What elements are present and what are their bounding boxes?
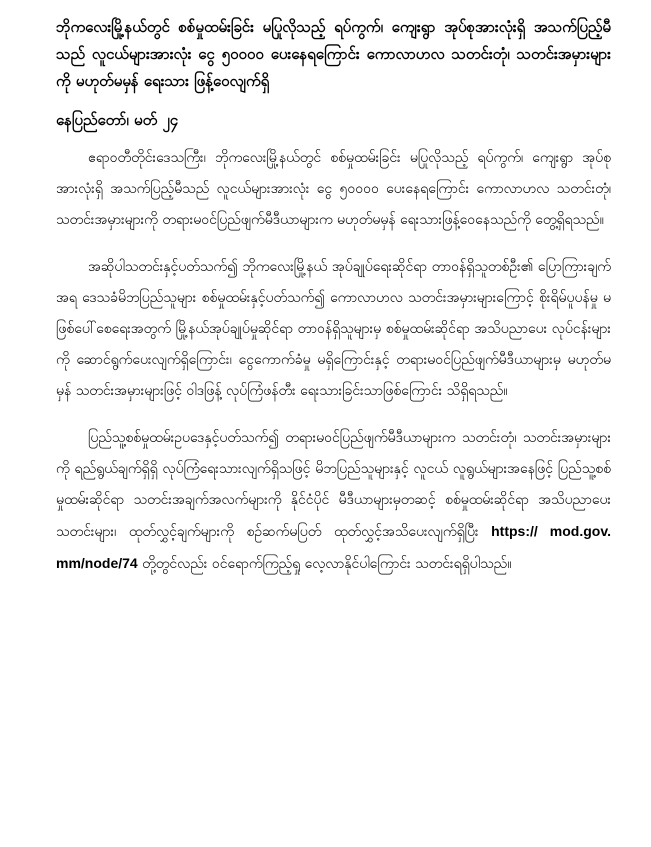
- news-article: [56, 14, 611, 596]
- article-dateline: နေပြည်တော်၊ မတ် ၂၄: [56, 111, 179, 129]
- source-url: https:// mod.gov. mm/node/74: [56, 523, 611, 571]
- paragraph-3-text: ပြည်သူ့စစ်မှုထမ်းဥပဒေနှင့်ပတ်သက်၍ တရားမဝင်ပြည်ဖျက်မီဒီယာများက သတင်းတုံ၊ သတင်းအမှားများကို ရည်ရွယ်ချက်ရှိရှိ လုပ်ကြံရေးသားလျက်ရှိသဖြင့် မိဘပြည်သူများနှင့် လူငယ် လူရွယ်များအနေဖြင့် ပြည်သူ့စစ်မှုထမ်းဆိုင်ရာ သတင်းအချက်အလက်များကို နိုင်ငံပိုင် မီဒီယာများမှတဆင့် စစ်မှုထမ်းဆိုင်ရာ အသိပညာပေး သတင်းများ၊ ထုတ်လွှင့်ချက်များကို စဉ်ဆက်မပြတ် ထုတ်လွှင့်အသိပေးလျက်ရှိပြီး: [56, 430, 611, 540]
- article-headline: ဘိုကလေးမြို့နယ်တွင် စစ်မှုထမ်းခြင်း မပြုလိုသည့် ရပ်ကွက်၊ ကျေးရွာ အုပ်စုအားလုံးရှိ အသက်ပြည့်မီသည် လူငယ်များအားလုံး ငွေ ၅၀၀၀၀ ပေးနေရကြောင်း ကောလာဟလ သတင်းတုံ၊ သတင်းအမှားများကို မဟုတ်မမှန် ရေးသား ဖြန့်ဝေလျက်ရှိ: [56, 18, 611, 90]
- paragraph-3: [56, 423, 611, 580]
- paragraph-1: ဧရာဝတီတိုင်းဒေသကြီး၊ ဘိုကလေးမြို့နယ်တွင် စစ်မှုထမ်းခြင်း မပြုလိုသည့် ရပ်ကွက်၊ ကျေးရွာ အုပ်စုအားလုံးရှိ အသက်ပြည့်မီသည် လူငယ်များအားလုံး ငွေ ၅၀၀၀၀ ပေးနေရကြောင်း ကောလာဟလ သတင်းတုံ၊ သတင်းအမှားများကို တရားမဝင်ပြည်ဖျက်မီဒီယာများက မဟုတ်မမှန် ရေးသားဖြန့်ဝေနေသည်ကို တွေ့ရှိရသည်။: [56, 150, 611, 228]
- paragraph-3-end: တို့တွင်လည်း ဝင်ရောက်ကြည့်ရှု လေ့လာနိုင်ပါကြောင်း သတင်းရရှိပါသည်။: [137, 556, 512, 572]
- paragraph-2: အဆိုပါသတင်းနှင့်ပတ်သက်၍ ဘိုကလေးမြို့နယ် အုပ်ချုပ်ရေးဆိုင်ရာ တာဝန်ရှိသူတစ်ဦး၏ ပြောကြားချက်အရ ဒေသခံမိဘပြည်သူများ စစ်မှုထမ်းနှင့်ပတ်သက်၍ ကောလာဟလ သတင်းအမှားများကြောင့် စိုးရိမ်ပူပန်မှု မဖြစ်ပေါ်စေရေးအတွက် မြို့နယ်အုပ်ချုပ်မှုဆိုင်ရာ တာဝန်ရှိသူများမှ စစ်မှုထမ်းဆိုင်ရာ အသိပညာပေး လုပ်ငန်းများကို ဆောင်ရွက်ပေးလျက်ရှိကြောင်း၊ ငွေကောက်ခံမှု မရှိကြောင်းနှင့် တရားမဝင်ပြည်ဖျက်မီဒီယာများမှ မဟုတ်မမှန် သတင်းအမှားများဖြင့် ဝါဒဖြန့် လုပ်ကြံဖန်တီး ရေးသားခြင်းသာဖြစ်ကြောင်း သိရှိရသည်။: [56, 259, 611, 399]
